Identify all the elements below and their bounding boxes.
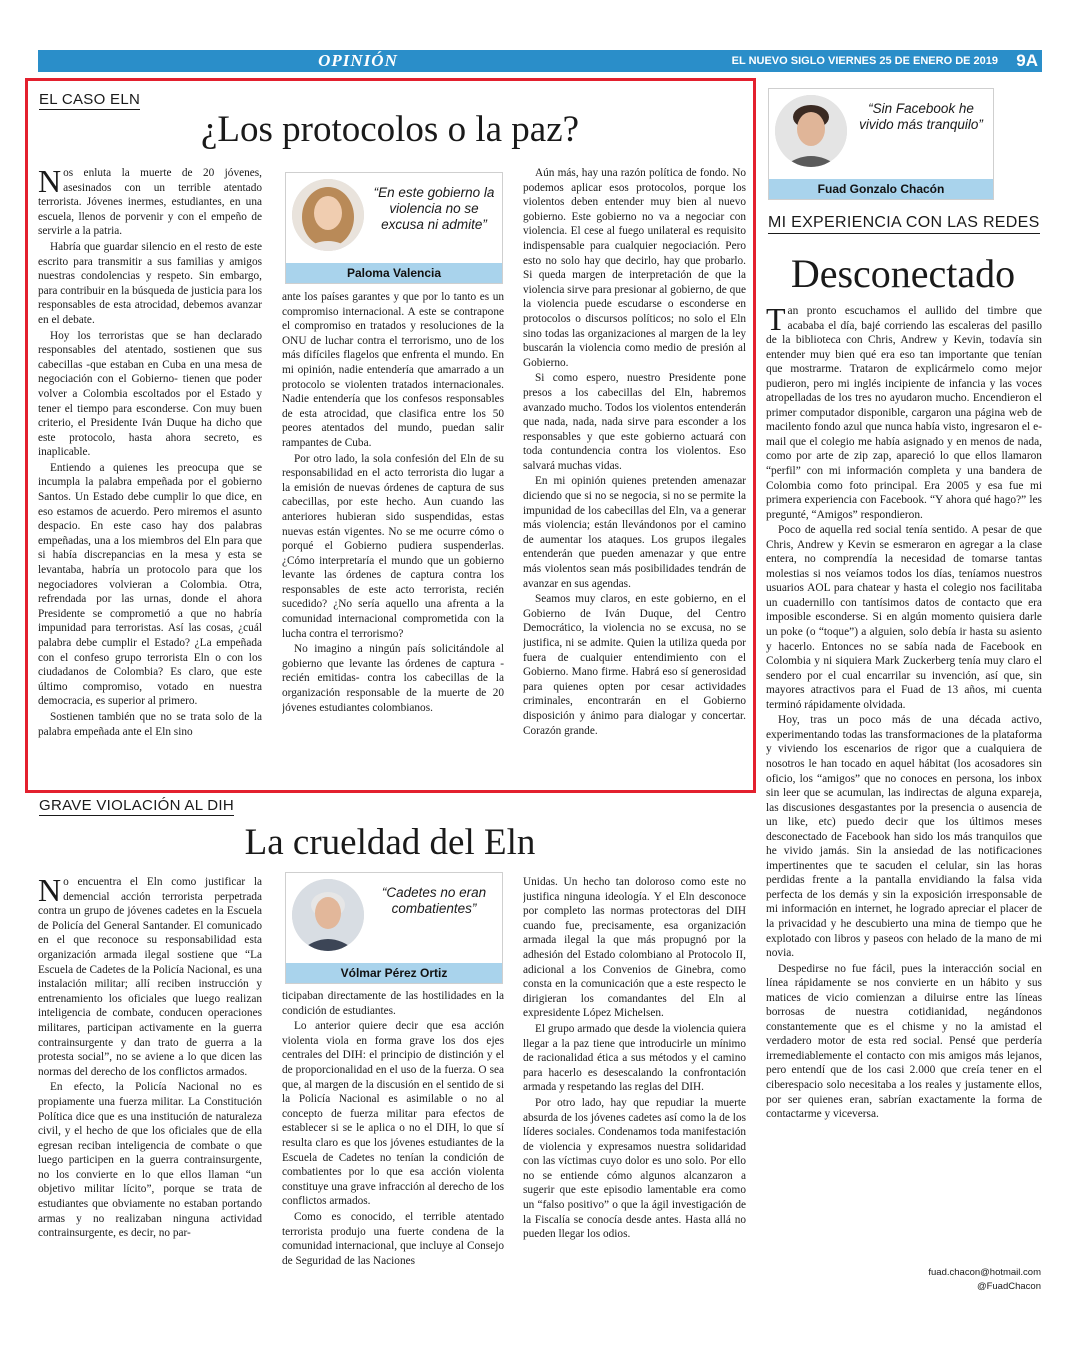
- author-photo-paloma: [292, 179, 364, 251]
- paragraph: Despedirse no fue fácil, pues la interacción social en línea rápidamente se nos convierte en un hábito y sus matices de vicio comienzan a diluirse entre las líneas borrosas de nuestra cotidianidad, negándonos constantemente que es el chisme y no la amistad el verdadero motor de esta red social. Pensé que perdería irremediablemente el contacto con mis amigos más lejanos, pero entendí que de los casi 2.000 que creía tener en el ciberespacio solo necesitaba a los reales y justamente ellos, por ser quienes eran, sabrían exactamente la forma de contactarme y viceversa.: [766, 962, 1042, 1121]
- paragraph: Seamos muy claros, en este gobierno, en el Gobierno de Iván Duque, del Centro Democrático, la violencia no se excusa, no se justifica, ni se admite. Quien la utiliza queda por fuera de cualquier entendimiento con el Gobierno. Mano firme. Habrá eso sí generosidad para quienes opten por cesar actividades criminales, encontrarán en el Gobierno disposición y ánimo para dialogar y concertar. Corazón grande.: [523, 593, 746, 737]
- paragraph: Sostienen también que no se trata solo de la palabra empeñada ante el Eln sino: [38, 710, 262, 738]
- paragraph: Poco de aquella red social tenía sentido. A pesar de que Chris, Andrew y Kevin se esmeraron en agregar a la clase entera, no comprendía la necesidad de tomarse tantas molestias si nos veíamos todos los días, teníamos nuestros usuarios AOL para chatear y hasta el colegio nos facilitaba un cuadernillo con tantísimos datos de contacto que era imposible esconderse. Si en algún momento quisiera darle un poke (o “toque”) a alguien, solo debía ir hasta su asiento y hacerlo. Entonces no se sabía nada de Facebook en Colombia y ni siquiera Mark Zuckerberg tenía muy claro el sendero por el cual encarrilar su invención, así que, sin mayores atractivos para el Fuad de 13 años, mi cuenta terminó rápidamente olvidada.: [766, 524, 1042, 711]
- article1-column-2: [282, 290, 504, 786]
- drop-cap: T: [766, 304, 786, 337]
- article2-column-1: [38, 875, 262, 1295]
- paragraph: Por otro lado, hay que repudiar la muerte absurda de los jóvenes cadetes así como la de los líderes sociales. Condenamos toda manifestación de violencia y expresamos nuestra solidaridad con las víctimas cuyo dolor es uno solo. Por ello no se entiende cómo algunos alcanzaron a sugerir que este episodio lamentable era como un “falso positivo” o que la ágil investigación de la Fiscalía se conocía desde antes. Hasta allá no pueden llegar los odios.: [523, 1096, 746, 1241]
- article1-headline: ¿Los protocolos o la paz?: [200, 109, 580, 150]
- paragraph: Como es conocido, el terrible atentado terrorista produjo una fuerte condena de la comunidad internacional, que incluye al Consejo de Seguridad de las Naciones: [282, 1210, 504, 1267]
- article3-body: [766, 304, 1042, 1262]
- author-photo-fuad: [775, 95, 847, 167]
- article2-column-2: [282, 989, 504, 1295]
- paragraph: Lo anterior quiere decir que esa acción violenta viola en forma grave los dos ejes centrales del DIH: el principio de distinción y el de proporcionalidad en el uso de la fuerza. O sea que, al margen de la discusión en el sentido de si la Policía Nacional es asimilable o no al concepto de fuerza militar para efectos de establecer si se le aplica o no el DIH, lo que sí resulta claro es que los jóvenes estudiantes de la Escuela de Cadetes no tenían la condición de combatientes por lo que esa acción violenta constituye una grave infracción al derecho de los conflictos armados.: [282, 1020, 504, 1208]
- article2-author-box: [285, 872, 503, 984]
- author-name: Fuad Gonzalo Chacón: [769, 179, 993, 199]
- article3-author-box: [768, 88, 994, 200]
- article2-kicker: GRAVE VIOLACIÓN AL DIH: [39, 797, 234, 814]
- article2-headline: La crueldad del Eln: [244, 822, 536, 863]
- newspaper-date: EL NUEVO SIGLO VIERNES 25 DE ENERO DE 2019: [731, 55, 998, 67]
- author-quote: “Sin Facebook he vivido más tranquilo”: [859, 101, 983, 132]
- paragraph: Por otro lado, la sola confesión del Eln de su responsabilidad en el acto terrorista dio lugar a la emisión de nuevas órdenes de captura de sus cabecillas, por este hecho. Aun cuando las anteriores hubieran sido suspendidas, estas nuevas están vigentes. No se me ocurre cómo o porqué el Gobierno pudiera suspenderlas. ¿Cómo interpretaría el mundo que un gobierno levante las órdenes de captura contra los responsables de este acto terrorista, recién sucedido? ¿No sería aquello una afrenta a la comunidad internacional comprometida con la lucha contra el terrorismo?: [282, 452, 504, 640]
- paragraph: El grupo armado que desde la violencia quiera llegar a la paz tiene que introducirle un mínimo de racionalidad ética a sus métodos y el camino para hacerlo es desescalando la confrontación armada y respetando las reglas del DIH.: [523, 1022, 746, 1094]
- article1-kicker: EL CASO ELN: [39, 91, 141, 108]
- author-email: fuad.chacon@hotmail.com: [928, 1267, 1041, 1278]
- paragraph: Entiendo a quienes les preocupa que se incumpla la palabra empeñada por el gobierno Santos. Un Estado debe cumplir lo que dice, en eso estamos de acuerdo. Pero miremos el asunto despacio. En este caso hay dos palabras empeñadas, una a los miembros del Eln para que si había discrepancias en la mesa y esta se levantaba, habría un protocolo para que los negociadores volvieran a Colombia. Otra, refrendada por las urnas, donde el ahora Presidente se comprometió a que no habría impunidad para terroristas. Así las cosas, ¿cuál palabra debe cumplir el Estado? ¿La empeñada con el confeso grupo terrorista Eln o con los ciudadanos de Colombia? Es claro, que este último compromiso, votado en nuestra democracia, es superior al primero.: [38, 461, 262, 708]
- paragraph: Tan pronto escuchamos el aullido del timbre que acababa el día, bajé corriendo las escaleras del pasillo de la biblioteca con Chris, Andrew y Kevin, todavía sin entender muy bien qué era eso tan importante que tenían que mostrarme. Trataron de explicármelo como mejor pudieron, pero mi inglés incipiente de infancia y las voces atropelladas de los tres no ayudaron mucho. Encendieron el primer computador disponible, cargaron una página web de macilento fondo azul que nunca había visto, ingresaron el e-mail que el colegio me había asignado y en menos de nada, como por arte de zip zap, apareció lo que ellos llamaron “perfil” con mi información completa y una bandera de Colombia como foto principal. Era 2005 y esa fue mi primera experiencia con Facebook. “Y ahora qué hago?” les pregunté, “Amigos” respondieron.: [766, 304, 1042, 521]
- paragraph: Hoy, tras un poco más de una década activo, experimentando todas las transformaciones de la plataforma y viviendo los escenarios de rigor que a cualquiera de nosotros le han tocado en aquel hábitat (los acosadores sin oficio, los “amigos” que no conoces en persona, los inbox sin leer que se acumulan, las indirectas de alguna expareja, las discusiones desgastantes por la presencia o ausencia de un like, etc) puedo decir que los últimos meses desconectado de Facebook han sido los más tranquilos que he vivido jamás. Sin la ansiedad de las notificaciones impertinentes que te sacuden el celular, sin las horas perdidas frente a la pantalla envidiando la falsa vida perfecta de los demás y sin la exposición irresponsable de mi información en internet, he logrado apreciar el placer de la privacidad y he descubierto una mina de tiempo que he explotado con libros y paseos con helado de la mano de mi novia.: [766, 714, 1042, 960]
- author-twitter: @FuadChacon: [976, 1281, 1041, 1292]
- section-title: OPINIÓN: [318, 51, 398, 70]
- article1-column-3: [523, 166, 746, 786]
- paragraph: Nos enluta la muerte de 20 jóvenes, asesinados con un terrible atentado terrorista. Jóvenes inermes, estudiantes, en una escuela, llenos de porvenir y con el empeño de servirle a la patria.: [38, 166, 262, 238]
- portrait-icon: [292, 879, 364, 951]
- paragraph: Aún más, hay una razón política de fondo. No podemos aplicar esos protocolos, porque los violentos deben entender muy bien al nuevo gobierno. Este gobierno no va a negociar con violencia. El cese al fuego unilateral es requisito indispensable para cualquier negociación. Pero esto no solo hay que decirlo, hay que probarlo. Si queda margen de interpretación de que la violencia sirve para presionar al gobierno, de que la violencia puede escudarse o esconderse en protocolos o discursos políticos; no solo el Eln sino todas las organizaciones al margen de la ley buscarán la violencia como medio de presión al Gobierno.: [523, 167, 746, 369]
- paragraph: No imagino a ningún país solicitándole al gobierno que levante las órdenes de captura -recién emitidas- contra los cabecillas de la organización responsable de la muerte de 20 jóvenes estudiantes colombianos.: [282, 643, 504, 714]
- page-number: 9A: [1016, 51, 1038, 70]
- paragraph: ticipaban directamente de las hostilidades en la condición de estudiantes.: [282, 990, 504, 1017]
- paragraph: No encuentra el Eln como justificar la demencial acción terrorista perpetrada contra un grupo de jóvenes cadetes en la Escuela de Policía del General Santander. El comunicado en el que reconoce su responsabilidad esta organización armada ilegal sostiene que “La Escuela de Cadetes de la Policía Nacional, es una instalación militar; allí reciben instrucción y entrenamiento los oficiales que luego realizan inteligencia de combate, conducen operaciones militares, participan activamente en la guerra contrainsurgente y dan trato de guerra a la protesta social”, no se aviene a lo que dicen las normas del derecho de los conflictos armados.: [38, 875, 262, 1078]
- drop-cap: N: [38, 875, 62, 908]
- article1-author-box: [285, 172, 503, 284]
- article3-headline: Desconectado: [790, 251, 1016, 296]
- paragraph: En mi opinión quienes pretenden amenazar diciendo que si no se negocia, si no se permite la impunidad de los cabecillas del Eln, va a generar más violencia; están llevándonos por el camino de aumentar los ataques. Los grupos ilegales entenderán que pueden amenazar y que entre más violentos sean más posibilidades tendrán de avanzar en sus agendas.: [523, 475, 746, 590]
- author-quote: “Cadetes no eran combatientes”: [381, 885, 487, 916]
- paragraph: Habría que guardar silencio en el resto de este escrito para transmitir a sus familias y amigos nuestras condolencias y respeto. Sin embargo, para contribuir en la búsqueda de justicia para los responsables de esta atrocidad, debemos avanzar en el debate.: [38, 240, 262, 326]
- paragraph: ante los países garantes y que por lo tanto es un compromiso internacional. A este se contrapone el compromiso en tratados y resoluciones de la ONU de luchar contra el terrorismo, uno de los más difíciles flagelos que enfrenta el mundo. En mi opinión, nadie entendería que amarrado a un protocolo se violenten tratados internacionales. Nadie entendería que los confesos responsables de esta atrocidad, que clasifica entre los 50 peores atentados del mundo, puedan salir rampantes de Cuba.: [282, 291, 504, 449]
- portrait-icon: [292, 179, 364, 251]
- article3-kicker: MI EXPERIENCIA CON LAS REDES: [768, 214, 1040, 234]
- article1-column-1: [38, 166, 262, 786]
- author-name: Paloma Valencia: [286, 263, 502, 283]
- author-photo-volmar: [292, 879, 364, 951]
- drop-cap: N: [38, 166, 62, 199]
- paragraph: Hoy los terroristas que se han declarado responsables del atentado, sostienen que sus cabecillas -que estaban en Cuba en una mesa de negociación con el Gobierno- tienen que poder volver a Colombia escoltados por el Estado y tener el tiempo para esconderse. Con muy buen criterio, el Presidente Iván Duque ha dicho que este protocolo, hasta ahora secreto, es inaplicable.: [38, 329, 262, 459]
- author-name: Vólmar Pérez Ortiz: [286, 963, 502, 983]
- paragraph: Unidas. Un hecho tan doloroso como este no justifica ninguna ideología. Y el Eln desconoce por completo las normas protectoras del DIH cuando fue, precisamente, esa organización armada ilegal la que más propugnó por la adhesión del Estado colombiano al Protocolo II, adicional a los Convenios de Ginebra, como consta en la comunicación que a este respecto le dirigieran los comandantes del Eln al expresidente López Michelsen.: [523, 876, 746, 1020]
- author-quote: “En este gobierno la violencia no se excusa ni admite”: [373, 185, 495, 232]
- portrait-icon: [775, 95, 847, 167]
- paragraph: En efecto, la Policía Nacional no es propiamente una fuerza militar. La Constitución Política dice que es una institución de naturaleza civil, y el hecho de que los oficiales que de ella egresan reciban inteligencia de combate o que luego participen en la guerra contrainsurgente, no los convierte en lo que ellos llaman “un objetivo militar lícito”, porque se trata de estudiantes que obviamente no estaban portando armas y no realizaban ninguna actividad contrainsurgente, es decir, no par-: [38, 1081, 262, 1240]
- page-header: [38, 50, 1042, 72]
- paragraph: Si como espero, nuestro Presidente pone presos a los cabecillas del Eln, habremos avanzado mucho. Todos los violentos entenderán que nada, nada, nada sirve para esconder a los responsables y que este gobierno actuará con toda contundencia contra los violentos. Eso salvará muchas vidas.: [523, 372, 746, 472]
- article2-column-3: [523, 875, 746, 1295]
